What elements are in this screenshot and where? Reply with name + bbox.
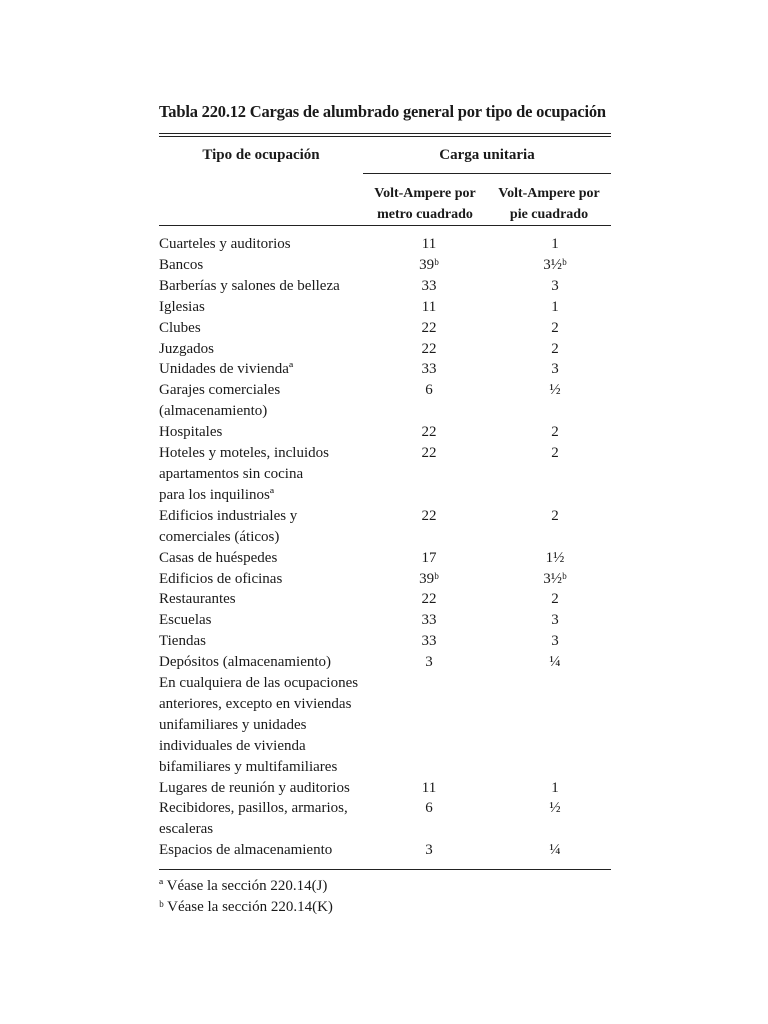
occupancy-name: Clubes <box>159 319 201 336</box>
va-per-ft2: 3 <box>551 612 559 629</box>
va-per-m2: 39ᵇ <box>419 256 439 273</box>
table-row <box>159 673 611 778</box>
va-per-m2: 22 <box>421 340 437 357</box>
va-per-ft2: 2 <box>551 424 559 441</box>
table-row <box>159 339 611 360</box>
header-sub-rule <box>363 173 611 174</box>
va-per-ft2: 3 <box>551 633 559 650</box>
va-per-m2: 22 <box>421 424 437 441</box>
occupancy-name: Restaurantes <box>159 591 236 608</box>
table-header <box>159 137 611 225</box>
va-per-m2 <box>394 673 464 778</box>
occupancy-name: Juzgados <box>159 340 214 357</box>
table-row <box>159 631 611 652</box>
va-per-ft2: 1 <box>551 236 559 252</box>
va-per-m2: 11 <box>421 236 437 252</box>
va-per-m2: 11 <box>421 779 437 796</box>
table-row <box>159 548 611 569</box>
occupancy-name: Espacios de almacenamiento <box>159 842 333 859</box>
va-per-m2: 6 <box>425 800 433 817</box>
table-row <box>159 297 611 318</box>
table-row <box>159 610 611 631</box>
table-row <box>159 798 611 840</box>
va-per-ft2: 2 <box>551 591 559 608</box>
occupancy-name: Iglesias <box>159 298 205 315</box>
occupancy-name: Tiendas <box>159 633 206 650</box>
va-per-m2: 33 <box>421 633 437 650</box>
header-occupancy-type: Tipo de ocupación <box>202 147 320 163</box>
occupancy-name: Recibidores, pasillos, armarios, escaleras <box>159 800 348 838</box>
footnote-a: ª Véase la sección 220.14(J) <box>159 878 328 895</box>
va-per-ft2: 3½ᵇ <box>543 570 567 587</box>
table-row <box>159 318 611 339</box>
occupancy-name: Bancos <box>159 256 204 273</box>
document-page <box>159 98 611 918</box>
va-per-ft2: 1½ <box>545 549 565 566</box>
va-per-ft2: 1 <box>551 779 559 796</box>
table-row <box>159 234 611 255</box>
table-title: Tabla 220.12 Cargas de alumbrado general por tipo de ocupación <box>159 102 606 121</box>
va-per-m2: 17 <box>421 549 437 566</box>
va-per-ft2: 2 <box>551 445 559 462</box>
va-per-ft2: 2 <box>551 340 559 357</box>
table-row <box>159 255 611 276</box>
va-per-ft2: 3 <box>551 277 559 294</box>
va-per-ft2: ¼ <box>549 654 561 671</box>
va-per-m2: 39ᵇ <box>419 570 439 587</box>
occupancy-name: Unidades de viviendaª <box>159 361 294 378</box>
va-per-m2: 33 <box>421 277 437 294</box>
va-per-m2: 22 <box>421 319 437 336</box>
occupancy-name: Edificios industriales y comerciales (áticos) <box>159 507 298 545</box>
occupancy-name: Depósitos (almacenamiento) <box>159 654 332 671</box>
va-per-m2: 6 <box>425 382 433 399</box>
va-per-m2: 22 <box>421 591 437 608</box>
occupancy-name: Casas de huéspedes <box>159 549 278 566</box>
va-per-m2: 33 <box>421 612 437 629</box>
table-body <box>159 234 611 861</box>
va-per-m2: 22 <box>421 507 437 524</box>
occupancy-name: Garajes comerciales (almacenamiento) <box>159 382 281 420</box>
table-row <box>159 569 611 590</box>
table-row <box>159 422 611 443</box>
occupancy-name: Edificios de oficinas <box>159 570 283 587</box>
va-per-ft2: ½ <box>549 382 561 399</box>
table-row <box>159 840 611 861</box>
occupancy-name: Hospitales <box>159 424 223 441</box>
va-per-ft2: 2 <box>551 507 559 524</box>
table-row <box>159 380 611 422</box>
va-per-ft2: 3 <box>551 361 559 378</box>
va-per-ft2: 1 <box>551 298 559 315</box>
va-per-m2: 3 <box>425 654 433 671</box>
table-row <box>159 778 611 799</box>
footnotes <box>159 876 611 918</box>
table-row <box>159 276 611 297</box>
table-row <box>159 506 611 548</box>
va-per-m2: 33 <box>421 361 437 378</box>
header-va-per-m2: Volt-Ampere por metro cuadrado <box>374 186 476 222</box>
occupancy-name: En cualquiera de las ocupaciones anteriores, excepto en viviendas unifamiliares y unidades individuales de vivienda bifamiliares y multifamiliares <box>159 675 359 775</box>
va-per-ft2 <box>499 673 611 778</box>
occupancy-name: Barberías y salones de belleza <box>159 277 340 294</box>
table-row <box>159 589 611 610</box>
occupancy-name: Cuarteles y auditorios <box>159 236 291 252</box>
va-per-m2: 22 <box>421 445 437 462</box>
va-per-m2: 3 <box>425 842 433 859</box>
table-row <box>159 652 611 673</box>
header-unit-load: Carga unitaria <box>439 147 535 163</box>
header-va-per-ft2: Volt-Ampere por pie cuadrado <box>498 186 600 222</box>
occupancy-name: Lugares de reunión y auditorios <box>159 779 350 796</box>
footnote-b: ᵇ Véase la sección 220.14(K) <box>159 899 333 916</box>
header-bottom-rule <box>159 225 611 226</box>
va-per-ft2: 3½ᵇ <box>543 256 567 273</box>
va-per-ft2: 2 <box>551 319 559 336</box>
table-bottom-rule <box>159 869 611 870</box>
table-row <box>159 359 611 380</box>
va-per-ft2: ¼ <box>549 842 561 859</box>
table-row <box>159 443 611 506</box>
occupancy-name: Hoteles y moteles, incluidos apartamentos sin cocina para los inquilinosª <box>159 445 329 503</box>
va-per-ft2: ½ <box>549 800 561 817</box>
va-per-m2: 11 <box>421 298 437 315</box>
occupancy-name: Escuelas <box>159 612 212 629</box>
